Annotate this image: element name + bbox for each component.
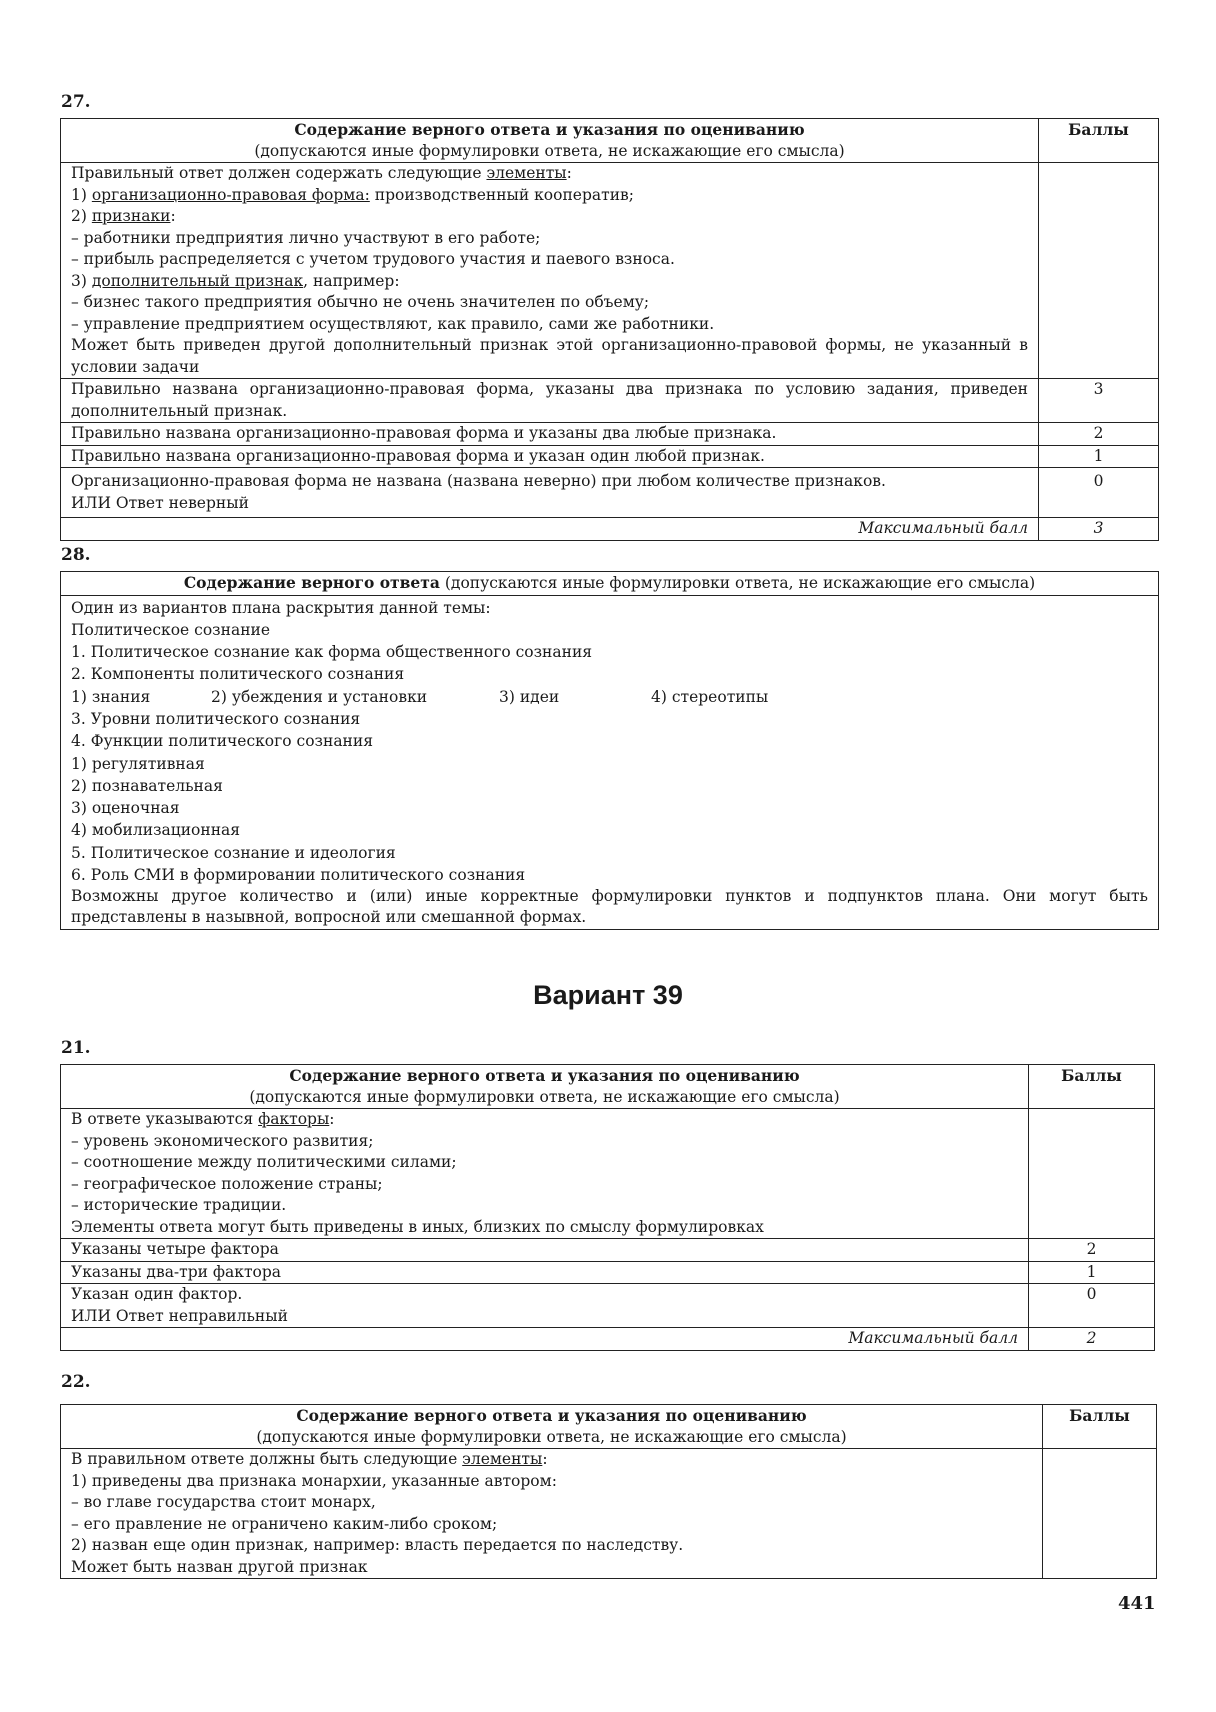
- underlined-term: элементы: [462, 1450, 543, 1468]
- answer-line: – управление предприятием осуществляют, как правило, сами же работники.: [71, 314, 715, 333]
- scoring-row: [61, 1239, 1155, 1262]
- scoring-criterion-alt: ИЛИ Ответ неправильный: [71, 1306, 288, 1325]
- points-value: 2: [1029, 1239, 1155, 1262]
- factor-item: – географическое положение страны;: [71, 1174, 383, 1193]
- q22-scoring-table: [60, 1404, 1157, 1579]
- components-row: [71, 686, 1148, 708]
- criteria-header-title: Содержание верного ответа и указания по оцениванию: [294, 120, 805, 139]
- text: Правильный ответ должен содержать следующие: [71, 164, 487, 182]
- max-score-row: [61, 1328, 1155, 1351]
- scoring-criterion-alt: ИЛИ Ответ неверный: [71, 493, 249, 512]
- plan-item: 4. Функции политического сознания: [71, 732, 374, 751]
- text: 1): [71, 185, 92, 204]
- points-cell-empty: [1043, 1449, 1157, 1579]
- answer-line: – его правление не ограничено каким-либо сроком;: [71, 1514, 498, 1533]
- max-score-label: Максимальный балл: [61, 518, 1039, 541]
- answer-note: Элементы ответа могут быть приведены в иных, близких по смыслу формулировках: [71, 1217, 764, 1236]
- criteria-header-subtitle: (допускаются иные формулировки ответа, не искажающие его смысла): [254, 141, 845, 160]
- answer-content-row: [61, 1109, 1155, 1239]
- scoring-row: [61, 379, 1159, 423]
- underlined-term: дополнительный признак: [91, 271, 304, 290]
- criteria-header-title: Содержание верного ответа и указания по оцениванию: [289, 1066, 800, 1085]
- criteria-header-subtitle: (допускаются иные формулировки ответа, не искажающие его смысла): [249, 1087, 840, 1106]
- answer-header: [61, 572, 1159, 596]
- plan-line: Один из вариантов плана раскрытия данной темы:: [71, 598, 491, 617]
- variant-heading: Вариант 39: [533, 980, 683, 1010]
- max-score-row: [61, 518, 1159, 541]
- text: :: [329, 1110, 335, 1128]
- text: 2): [71, 207, 92, 225]
- points-header: Баллы: [1029, 1065, 1155, 1109]
- q28-answer-table: [60, 571, 1159, 930]
- plan-subitem: 1) знания: [71, 687, 151, 706]
- criteria-header-subtitle: (допускаются иные формулировки ответа, не искажающие его смысла): [256, 1427, 847, 1446]
- question-number-22: 22.: [61, 1372, 91, 1392]
- text: В правильном ответе должны быть следующие: [71, 1450, 463, 1468]
- scoring-criterion: Правильно названа организационно-правовая форма, указаны два признака по условию задания, приведен дополнительный признак.: [71, 380, 1028, 420]
- table-header-row: [61, 1065, 1155, 1109]
- answer-note: Возможны другое количество и (или) иные корректные формулировки пунктов и подпунктов плана. Они могут быть представлены в назывной, вопросной или смешанной формах.: [71, 887, 1148, 927]
- text: :: [170, 207, 176, 225]
- criteria-header: [61, 1065, 1029, 1109]
- page-number: 441: [1118, 1593, 1156, 1614]
- scoring-row: [61, 1261, 1155, 1284]
- text: :: [566, 164, 572, 182]
- answer-line: 2) назван еще один признак, например: власть передается по наследству.: [71, 1536, 684, 1554]
- factor-item: – уровень экономического развития;: [71, 1131, 374, 1150]
- plan-item: 3. Уровни политического сознания: [71, 709, 361, 728]
- scoring-row: [61, 423, 1159, 446]
- criteria-header: [61, 1405, 1043, 1449]
- table-header-row: [61, 119, 1159, 163]
- criteria-header: [61, 119, 1039, 163]
- plan-subitem: 3) оценочная: [71, 799, 180, 818]
- answer-content: [61, 1449, 1043, 1579]
- points-value: 1: [1039, 445, 1159, 468]
- plan-subitem: 4) стереотипы: [651, 687, 769, 706]
- answer-line: 1) приведены два признака монархии, указанные автором:: [71, 1471, 557, 1490]
- answer-content: [61, 163, 1039, 379]
- criteria-header-title: Содержание верного ответа и указания по оцениванию: [296, 1406, 807, 1425]
- text: производственный кооператив;: [369, 185, 634, 204]
- scoring-row: [61, 1284, 1155, 1328]
- text: В ответе указываются: [71, 1110, 259, 1128]
- points-header: Баллы: [1043, 1405, 1157, 1449]
- question-number-28: 28.: [61, 545, 91, 565]
- plan-subitem: 3) идеи: [499, 687, 560, 706]
- text: , например:: [303, 271, 400, 290]
- points-cell-empty: [1029, 1109, 1155, 1239]
- scoring-row: [61, 468, 1159, 518]
- answer-content: [61, 1109, 1029, 1239]
- answer-content-row: [61, 1449, 1157, 1579]
- underlined-term: элементы: [486, 164, 567, 182]
- plan-subitem: 4) мобилизационная: [71, 821, 241, 840]
- points-cell-empty: [1039, 163, 1159, 379]
- plan-subitem: 2) познавательная: [71, 776, 223, 795]
- scoring-criterion: Организационно-правовая форма не названа (названа неверно) при любом количестве признаков.: [71, 472, 886, 490]
- answer-content-row: [61, 163, 1159, 379]
- factor-item: – соотношение между политическими силами;: [71, 1153, 457, 1171]
- answer-line: – прибыль распределяется с учетом трудового участия и паевого взноса.: [71, 250, 675, 268]
- underlined-term: факторы: [258, 1110, 330, 1128]
- answer-line: – во главе государства стоит монарх,: [71, 1493, 376, 1511]
- max-score-value: 3: [1039, 518, 1159, 541]
- points-value: 3: [1039, 379, 1159, 423]
- table-header-row: [61, 1405, 1157, 1449]
- scoring-row: [61, 445, 1159, 468]
- plan-item: 2. Компоненты политического сознания: [71, 665, 405, 684]
- underlined-term: признаки: [91, 207, 171, 225]
- max-score-value: 2: [1029, 1328, 1155, 1351]
- question-number-21: 21.: [61, 1038, 91, 1058]
- plan-subitem: 2) убеждения и установки: [211, 687, 428, 706]
- scoring-criterion: Указаны четыре фактора: [71, 1240, 279, 1258]
- max-score-label: Максимальный балл: [61, 1328, 1029, 1351]
- points-value: 0: [1029, 1284, 1155, 1328]
- answer-note: Может быть приведен другой дополнительный признак этой организационно-правовой формы, не указанный в условии задачи: [71, 336, 1028, 376]
- answer-header-title: Содержание верного ответа: [183, 573, 440, 592]
- answer-content-row: [61, 595, 1159, 930]
- points-value: 2: [1039, 423, 1159, 446]
- points-value: 1: [1029, 1261, 1155, 1284]
- text: 3): [71, 271, 92, 290]
- plan-topic: Политическое сознание: [71, 620, 271, 639]
- plan-item: 6. Роль СМИ в формировании политического сознания: [71, 866, 526, 885]
- q21-scoring-table: [60, 1064, 1155, 1351]
- table-header-row: [61, 572, 1159, 596]
- plan-item: 1. Политическое сознание как форма общественного сознания: [71, 643, 593, 662]
- question-number-27: 27.: [61, 92, 91, 112]
- answer-note: Может быть назван другой признак: [71, 1557, 368, 1576]
- answer-line: – работники предприятия лично участвуют в его работе;: [71, 228, 541, 247]
- scoring-criterion: Правильно названа организационно-правовая форма и указаны два любые признака.: [71, 424, 777, 442]
- text: :: [542, 1450, 548, 1468]
- points-value: 0: [1039, 468, 1159, 518]
- underlined-term: организационно-правовая форма:: [91, 185, 370, 204]
- scoring-criterion: Правильно названа организационно-правовая форма и указан один любой признак.: [71, 446, 765, 465]
- q27-scoring-table: [60, 118, 1159, 541]
- answer-content: [61, 595, 1159, 930]
- plan-item: 5. Политическое сознание и идеология: [71, 843, 396, 862]
- scoring-criterion: Указаны два-три фактора: [71, 1262, 282, 1281]
- plan-subitem: 1) регулятивная: [71, 754, 205, 773]
- answer-line: – бизнес такого предприятия обычно не очень значителен по объему;: [71, 293, 650, 311]
- points-header: Баллы: [1039, 119, 1159, 163]
- scoring-criterion: Указан один фактор.: [71, 1285, 243, 1303]
- answer-header-subtitle: (допускаются иные формулировки ответа, не искажающие его смысла): [439, 574, 1036, 592]
- factor-item: – исторические традиции.: [71, 1196, 287, 1214]
